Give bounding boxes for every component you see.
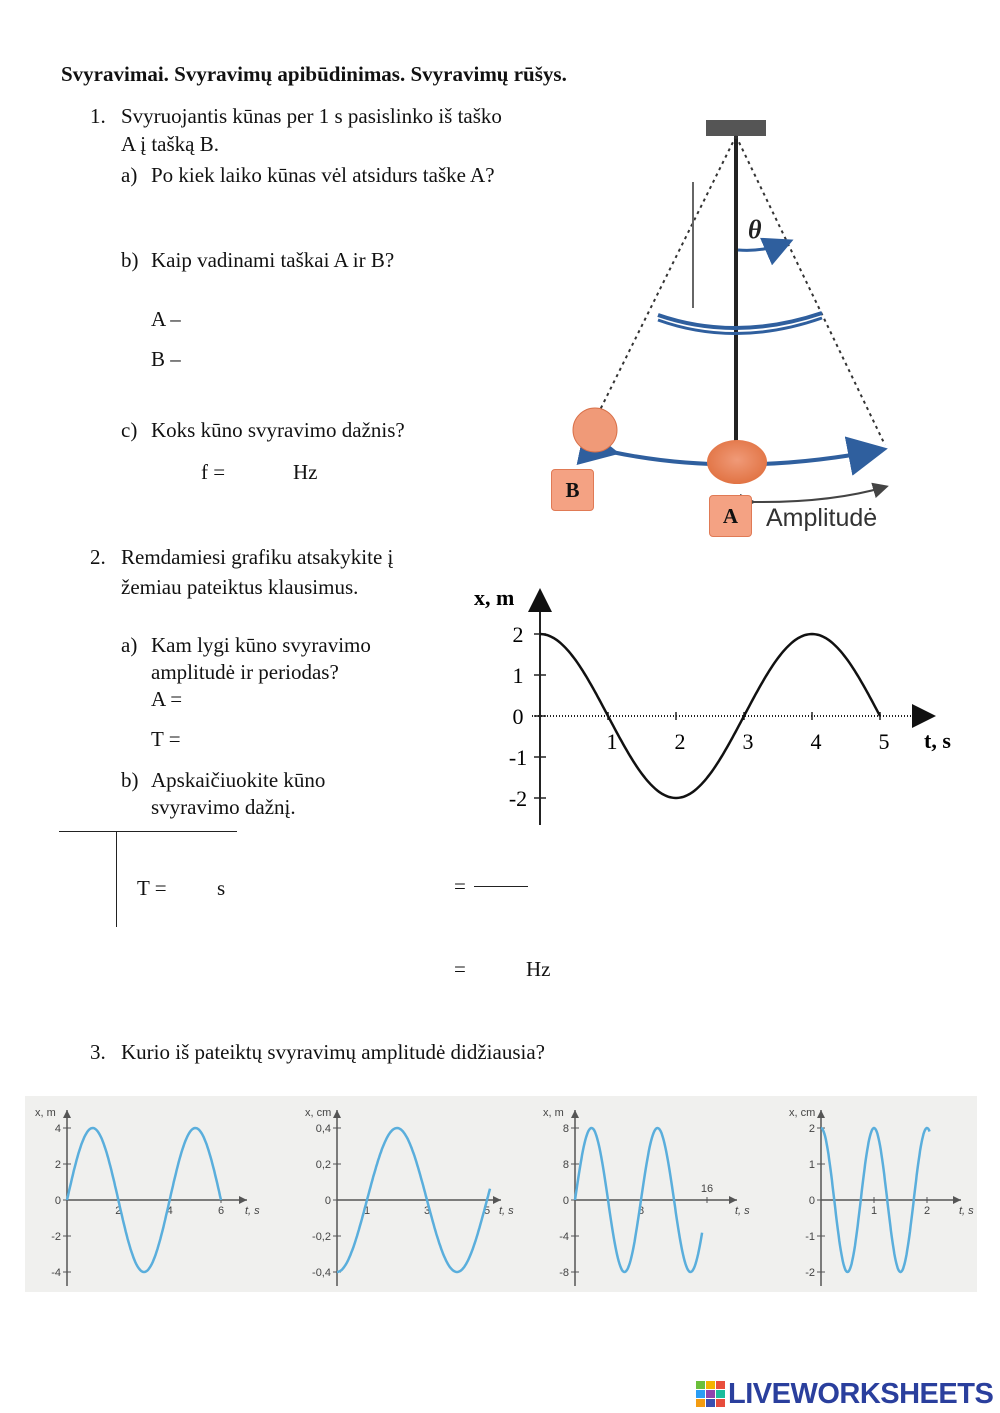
calc-eq1: = [454,874,466,898]
small-xtick-label: 5 [483,1205,491,1217]
calc-hz-unit: Hz [526,957,551,981]
small-ylabel: x, cm [789,1107,816,1119]
point-b-box[interactable]: B [551,469,594,511]
point-a-box[interactable]: A [709,495,752,537]
pendulum-bob-left [573,408,617,452]
small-ytick-label: 8 [562,1123,569,1135]
small-xtick-label: 2 [115,1205,122,1217]
main-graph [462,580,972,835]
q2-text-line2: žemiau pateiktus klausimus. [121,575,359,599]
small-ytick-label: 8 [562,1159,569,1171]
main-xlabel: t, s [924,728,951,753]
small-x-arrow [239,1196,247,1204]
q1a-label: a) [121,163,138,187]
small-ytick-label: -0,2 [312,1231,331,1243]
given-t-eq: T = [137,876,167,900]
q1c-f-equals: f = [201,460,226,484]
small-xtick-label: 16 [700,1183,714,1195]
theta-arc [738,242,788,250]
calc-eq2: = [454,957,466,981]
small-ytick-label: -4 [559,1231,569,1243]
q1b-label: b) [121,248,139,272]
amplitude-label: Amplitudė [766,504,878,532]
q1b-answer-b: B – [151,347,181,371]
given-line-horizontal [59,831,237,832]
page-title: Svyravimai. Svyravimų apibūdinimas. Svyravimų rūšys. [61,62,567,86]
main-ytick-label: 1 [512,663,524,688]
main-xtick-label: 1 [606,729,618,754]
small-xlabel: t, s [735,1205,750,1217]
right-extreme-line [736,136,885,445]
main-xtick-label: 3 [742,729,754,754]
pivot-mount [706,120,766,136]
main-ylabel: x, m [474,585,515,610]
main-xtick-label: 2 [674,729,686,754]
small-xtick-label: 1 [363,1205,371,1217]
small-xlabel: t, s [959,1205,974,1217]
small-ylabel: x, cm [305,1107,332,1119]
q3-number: 3. [90,1040,106,1064]
q1c-label: c) [121,418,138,442]
q2a-label: a) [121,633,138,657]
small-ylabel: x, m [543,1107,564,1119]
small-y-arrow [571,1110,579,1118]
given-t-unit: s [217,876,226,900]
small-ytick-label: 0 [324,1195,331,1207]
small-y-arrow [63,1110,71,1118]
small-ytick-label: -1 [805,1231,815,1243]
q1a-text: Po kiek laiko kūnas vėl atsidurs taške A? [151,163,495,187]
graph-option-3[interactable] [525,1096,763,1292]
small-xtick-label: 3 [423,1205,431,1217]
amplitude-arrow [752,487,885,502]
q2b-label: b) [121,768,139,792]
q1c-hz-unit: Hz [293,460,318,484]
small-xtick-label: 4 [166,1205,173,1217]
main-ytick-label: 0 [512,704,524,729]
main-ytick-label: -1 [508,745,528,770]
small-xlabel: t, s [499,1205,514,1217]
graphs-strip [25,1096,977,1292]
q2a-period-eq: T = [151,727,181,751]
small-x-arrow [953,1196,961,1204]
small-x-arrow [729,1196,737,1204]
small-y-arrow [817,1110,825,1118]
small-ytick-label: 0,4 [315,1123,331,1135]
theta-symbol: θ [748,215,762,244]
q1-text-line1: Svyruojantis kūnas per 1 s pasislinko iš taško [121,104,502,128]
small-ylabel: x, m [35,1107,56,1119]
small-ytick-label: -0,4 [312,1267,331,1279]
liveworksheets-logo [696,1378,993,1410]
q2b-line2: svyravimo dažnį. [151,795,296,819]
small-ytick-label: 4 [54,1123,61,1135]
q1b-answer-a: A – [151,307,181,331]
q1-number: 1. [90,104,106,128]
small-ytick-label: 2 [808,1123,815,1135]
q2a-line2: amplitudė ir periodas? [151,660,339,684]
graph-option-2[interactable] [289,1096,527,1292]
main-ytick-label: 2 [512,622,524,647]
q1-text-line2: A į tašką B. [121,132,219,156]
small-xtick-label: 1 [870,1205,878,1217]
graph-option-1[interactable] [25,1096,263,1292]
q2-text-line1: Remdamiesi grafiku atsakykite į [121,545,394,569]
pendulum-bob-center [707,440,767,484]
q1c-text: Koks kūno svyravimo dažnis? [151,418,405,442]
small-ytick-label: 0,2 [315,1159,331,1171]
small-xlabel: t, s [245,1205,260,1217]
small-ytick-label: -8 [559,1267,569,1279]
logo-text: LIVEWORKSHEETS [728,1377,994,1410]
pendulum-diagram [540,110,960,550]
q2a-line1: Kam lygi kūno svyravimo [151,633,371,657]
fraction-bar [474,886,528,887]
q2b-line1: Apskaičiuokite kūno [151,768,326,792]
small-xtick-label: 2 [923,1205,931,1217]
small-x-arrow [493,1196,501,1204]
small-ytick-label: -4 [51,1267,61,1279]
small-ytick-label: -2 [805,1267,815,1279]
q2-number: 2. [90,545,106,569]
small-xtick-label: 6 [217,1205,225,1217]
small-ytick-label: 1 [808,1159,815,1171]
small-xtick-label: 8 [637,1205,645,1217]
q1b-text: Kaip vadinami taškai A ir B? [151,248,395,272]
q3-text: Kurio iš pateiktų svyravimų amplitudė didžiausia? [121,1040,545,1064]
small-ytick-label: 0 [54,1195,61,1207]
small-ytick-label: 0 [808,1195,815,1207]
main-ytick-label: -2 [508,786,528,811]
left-extreme-line [600,136,736,410]
main-xtick-label: 4 [810,729,822,754]
graph-option-4[interactable] [743,1096,977,1292]
small-y-arrow [333,1110,341,1118]
small-ytick-label: 0 [562,1195,569,1207]
q2a-amplitude-eq: A = [151,687,183,711]
main-xtick-label: 5 [878,729,890,754]
small-ytick-label: -2 [51,1231,61,1243]
small-ytick-label: 2 [54,1159,61,1171]
logo-icon [696,1381,726,1407]
given-line-vertical [116,831,117,927]
